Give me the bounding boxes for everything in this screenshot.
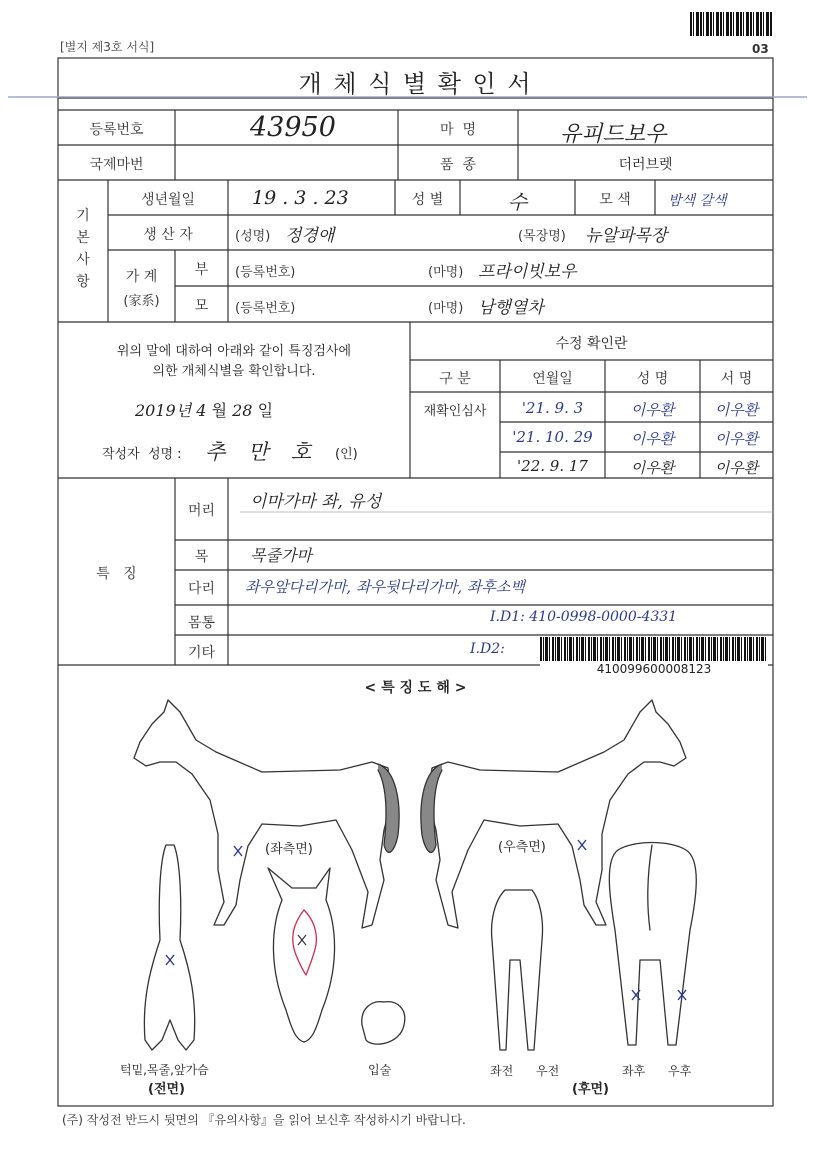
basic-label-char: 사: [76, 252, 90, 268]
confirm-text-line1: 위의 말에 대하여 아래와 같이 특징검사에: [116, 344, 352, 359]
farm-label: (목장명): [518, 229, 566, 244]
sire-name-label: (마명): [428, 265, 464, 280]
front-label: (전면): [148, 1082, 185, 1097]
birth-label: 생년월일: [140, 192, 196, 208]
horse-name-value: 유피드보우: [560, 122, 667, 147]
feature-value-other: I.D2:: [470, 641, 505, 657]
date-year: 2019년: [135, 401, 192, 420]
revision-header: 서 명: [720, 371, 753, 387]
form-label: [별지 제3호 서식]: [60, 40, 155, 54]
revision-sign: 이우환: [714, 401, 759, 419]
farm-value: 뉴알파목장: [585, 226, 668, 246]
family-hanja: (家系): [123, 294, 160, 309]
sire-label: 부: [194, 262, 209, 278]
feature-value-legs: 좌우앞다리가마, 좌우뒷다리가마, 좌후소백: [245, 578, 525, 596]
breed-label: 품 종: [440, 157, 476, 173]
color-label: 모 색: [599, 192, 631, 208]
leg-label-rr: 우후: [668, 1064, 692, 1078]
feature-label-body: 몸통: [187, 615, 216, 631]
dam-name-label: (마명): [428, 301, 464, 316]
features-section-label: 특 징: [96, 566, 137, 582]
seal-label: (인): [335, 447, 358, 462]
left-horse-outline: [134, 700, 392, 928]
revision-name: 이우환: [630, 430, 675, 448]
rear-label: (후면): [572, 1082, 609, 1097]
footer-note: (주) 작성전 반드시 뒷면의 『유의사항』을 읽어 보신후 작성하시기 바랍니다.: [62, 1113, 466, 1127]
lip-label: 입술: [368, 1063, 392, 1077]
revision-header: 연월일: [532, 371, 573, 387]
sire-reg-label: (등록번호): [235, 265, 296, 280]
feature-label-other: 기타: [187, 645, 216, 661]
revision-header: 구 분: [439, 371, 471, 387]
basic-label-char: 기: [76, 208, 90, 224]
confirm-text-line2: 의한 개체식별을 확인합니다.: [152, 364, 316, 379]
family-label: 가 계: [125, 269, 158, 285]
revision-sign: 이우환: [714, 459, 759, 477]
reg-no-value: 43950: [250, 112, 336, 143]
revision-date: '22. 9. 17: [517, 457, 588, 475]
revision-name: 이우환: [630, 401, 675, 419]
feature-value-head: 이마가마 좌, 유성: [250, 492, 382, 512]
rear-view-outline: [609, 843, 696, 1046]
reg-no-label: 등록번호: [89, 122, 144, 138]
dam-label: 모: [194, 298, 209, 314]
leg-label-lf: 좌전: [490, 1064, 514, 1078]
front-legs-outline: [492, 890, 543, 1050]
feature-label-neck: 목: [194, 549, 209, 565]
dam-name-value: 남행열차: [478, 298, 544, 318]
feature-label-legs: 다리: [187, 581, 216, 597]
intl-no-label: 국제마번: [89, 157, 144, 173]
feature-label-head: 머리: [187, 503, 216, 519]
revision-name: 이우환: [630, 459, 675, 477]
revision-sign: 이우환: [714, 430, 759, 448]
breeder-name-label: (성명): [235, 229, 271, 244]
writer-name: 추 만 호: [205, 440, 320, 464]
breed-value: 더러브렛: [618, 157, 673, 173]
sex-value: 수: [507, 190, 528, 214]
writer-label: 작성자 성명 :: [102, 447, 182, 462]
breeder-name-value: 정경애: [285, 226, 335, 246]
revision-title: 수정 확인란: [555, 336, 628, 352]
color-value: 밤색 갈색: [668, 193, 727, 209]
left-side-label: (좌측면): [265, 838, 313, 857]
leg-label-lr: 좌후: [622, 1064, 646, 1078]
date-month-label: 월: [211, 401, 228, 420]
page-title: 개 체 식 별 확 인 서: [298, 70, 533, 98]
sire-name-value: 프라이빗보우: [478, 262, 577, 282]
birth-value: 19 . 3 . 23: [252, 187, 349, 209]
feature-value-neck: 목줄가마: [250, 546, 312, 565]
right-side-label: (우측면): [498, 836, 546, 855]
page-code: 03: [752, 42, 769, 56]
date-day-label: 일: [257, 401, 274, 420]
horse-name-label: 마 명: [440, 122, 476, 138]
leg-label-rf: 우전: [536, 1064, 560, 1078]
revision-category: 재확인심사: [423, 404, 487, 419]
date-day: 28: [232, 401, 253, 420]
feature-value-body: I.D1: 410-0998-0000-4331: [490, 609, 678, 625]
basic-label-char: 항: [76, 274, 90, 290]
barcode-number: 410099600008123: [540, 662, 768, 676]
revision-header: 성 명: [636, 371, 669, 387]
dam-reg-label: (등록번호): [235, 301, 296, 316]
breeder-label: 생 산 자: [143, 227, 193, 243]
front-sub-label: 턱밑,목줄,앞가슴: [120, 1063, 209, 1077]
head-front-outline: [268, 868, 335, 1042]
front-view-outline: [144, 845, 194, 1050]
basic-label-char: 본: [76, 230, 90, 246]
sex-label: 성 별: [411, 192, 444, 208]
date-month: 4: [196, 401, 207, 420]
revision-date: '21. 10. 29: [512, 428, 593, 446]
revision-date: '21. 9. 3: [521, 399, 584, 417]
diagram-title: < 특 징 도 해 >: [364, 680, 467, 696]
lip-outline: [362, 1002, 405, 1044]
